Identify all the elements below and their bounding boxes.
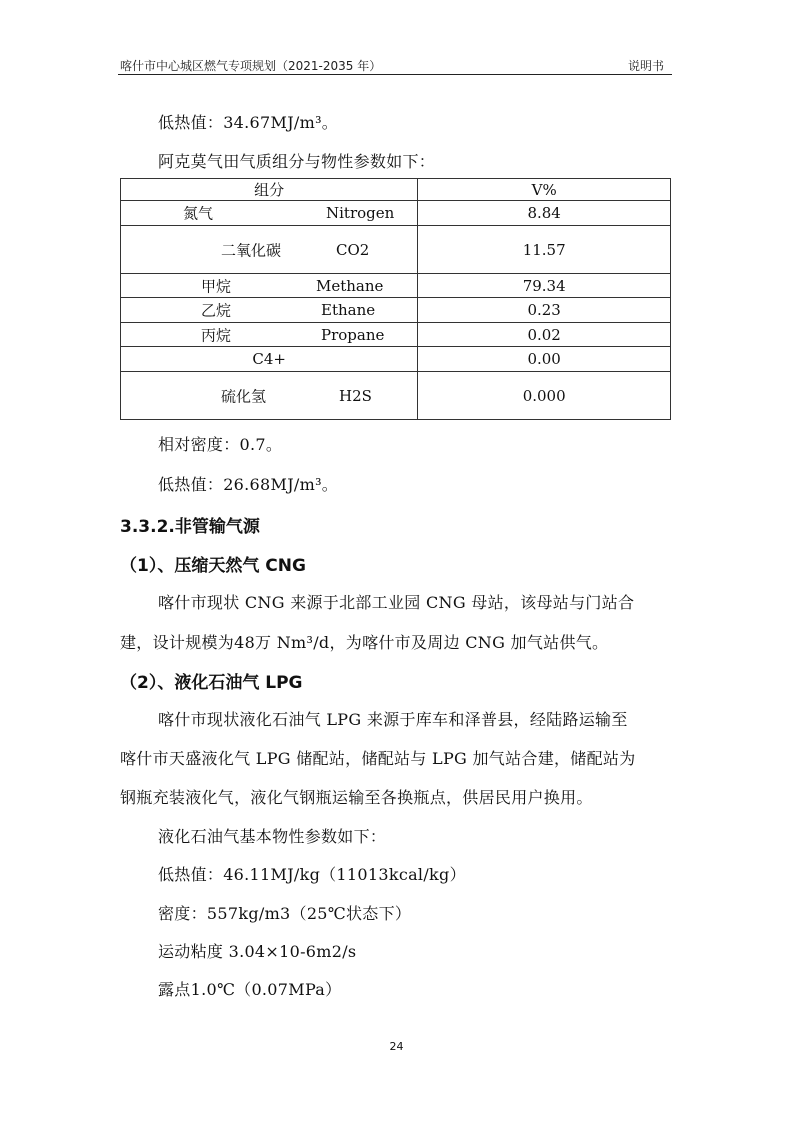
- table-header-row: [121, 179, 671, 201]
- row-value: 0.02: [418, 323, 671, 347]
- row-en: Ethane: [321, 301, 376, 319]
- page-header: [118, 52, 672, 75]
- low-heat-value-2: 低热值：26.68MJ/m³。: [158, 475, 339, 494]
- lpg-properties-intro: 液化石油气基本物性参数如下：: [158, 827, 387, 846]
- table-row: [121, 274, 671, 298]
- row-value: 0.00: [418, 347, 671, 372]
- row-value: 11.57: [418, 226, 671, 274]
- row-en: CO2: [336, 240, 370, 259]
- table-row: [121, 201, 671, 226]
- lpg-dew-point: 露点1.0℃（0.07MPa）: [158, 980, 342, 999]
- row-value: 0.23: [418, 298, 671, 323]
- row-cn: 乙烷: [201, 301, 232, 320]
- row-cn: 氮气: [183, 204, 214, 223]
- row-value: 0.000: [418, 372, 671, 420]
- row-cn: 甲烷: [201, 277, 232, 295]
- header-component: 组分: [121, 179, 418, 201]
- row-cn: 丙烷: [201, 326, 232, 344]
- row-value: 79.34: [418, 274, 671, 298]
- section-heading: 3.3.2.非管输气源: [120, 517, 260, 537]
- row-cn: 二氧化碳: [221, 241, 282, 259]
- low-heat-value-1: 低热值：34.67MJ/m³。: [158, 113, 339, 132]
- header-title: 喀什市中心城区燃气专项规划（2021-2035 年）: [120, 59, 382, 73]
- cng-paragraph-line1: 喀什市现状 CNG 来源于北部工业园 CNG 母站，该母站与门站合: [158, 593, 635, 612]
- row-value: 8.84: [418, 201, 671, 226]
- table-row: [121, 347, 671, 372]
- lpg-low-heat-value: 低热值：46.11MJ/kg（11013kcal/kg）: [158, 865, 466, 884]
- table-row: [121, 298, 671, 323]
- table-row: [121, 323, 671, 347]
- lpg-paragraph-line1: 喀什市现状液化石油气 LPG 来源于库车和泽普县，经陆路运输至: [158, 710, 628, 729]
- sub-heading-lpg: （2）、液化石油气 LPG: [120, 673, 303, 693]
- lpg-paragraph-line3: 钢瓶充装液化气，液化气钢瓶运输至各换瓶点，供居民用户换用。: [120, 788, 593, 807]
- row-cn: 硫化氢: [221, 387, 267, 405]
- table-row: [121, 226, 671, 274]
- row-en: Nitrogen: [326, 204, 395, 222]
- row-cn: C4+: [121, 347, 418, 372]
- row-en: Propane: [321, 325, 385, 344]
- lpg-paragraph-line2: 喀什市天盛液化气 LPG 储配站，储配站与 LPG 加气站合建，储配站为: [120, 749, 636, 768]
- row-en: Methane: [316, 276, 384, 295]
- header-volume: V%: [418, 179, 671, 201]
- header-section: 说明书: [627, 59, 664, 73]
- relative-density: 相对密度：0.7。: [158, 435, 283, 454]
- sub-heading-cng: （1）、压缩天然气 CNG: [120, 556, 306, 576]
- cng-paragraph-line2: 建，设计规模为48万 Nm³/d，为喀什市及周边 CNG 加气站供气。: [120, 633, 609, 652]
- lpg-density: 密度：557kg/m3（25℃状态下）: [158, 904, 412, 923]
- gas-composition-table: [120, 178, 671, 420]
- table-row: [121, 372, 671, 420]
- lpg-viscosity: 运动粘度 3.04×10-6m2/s: [158, 942, 357, 961]
- page-number: 24: [389, 1040, 404, 1053]
- row-en: H2S: [339, 386, 372, 405]
- table-intro: 阿克莫气田气质组分与物性参数如下：: [158, 152, 436, 171]
